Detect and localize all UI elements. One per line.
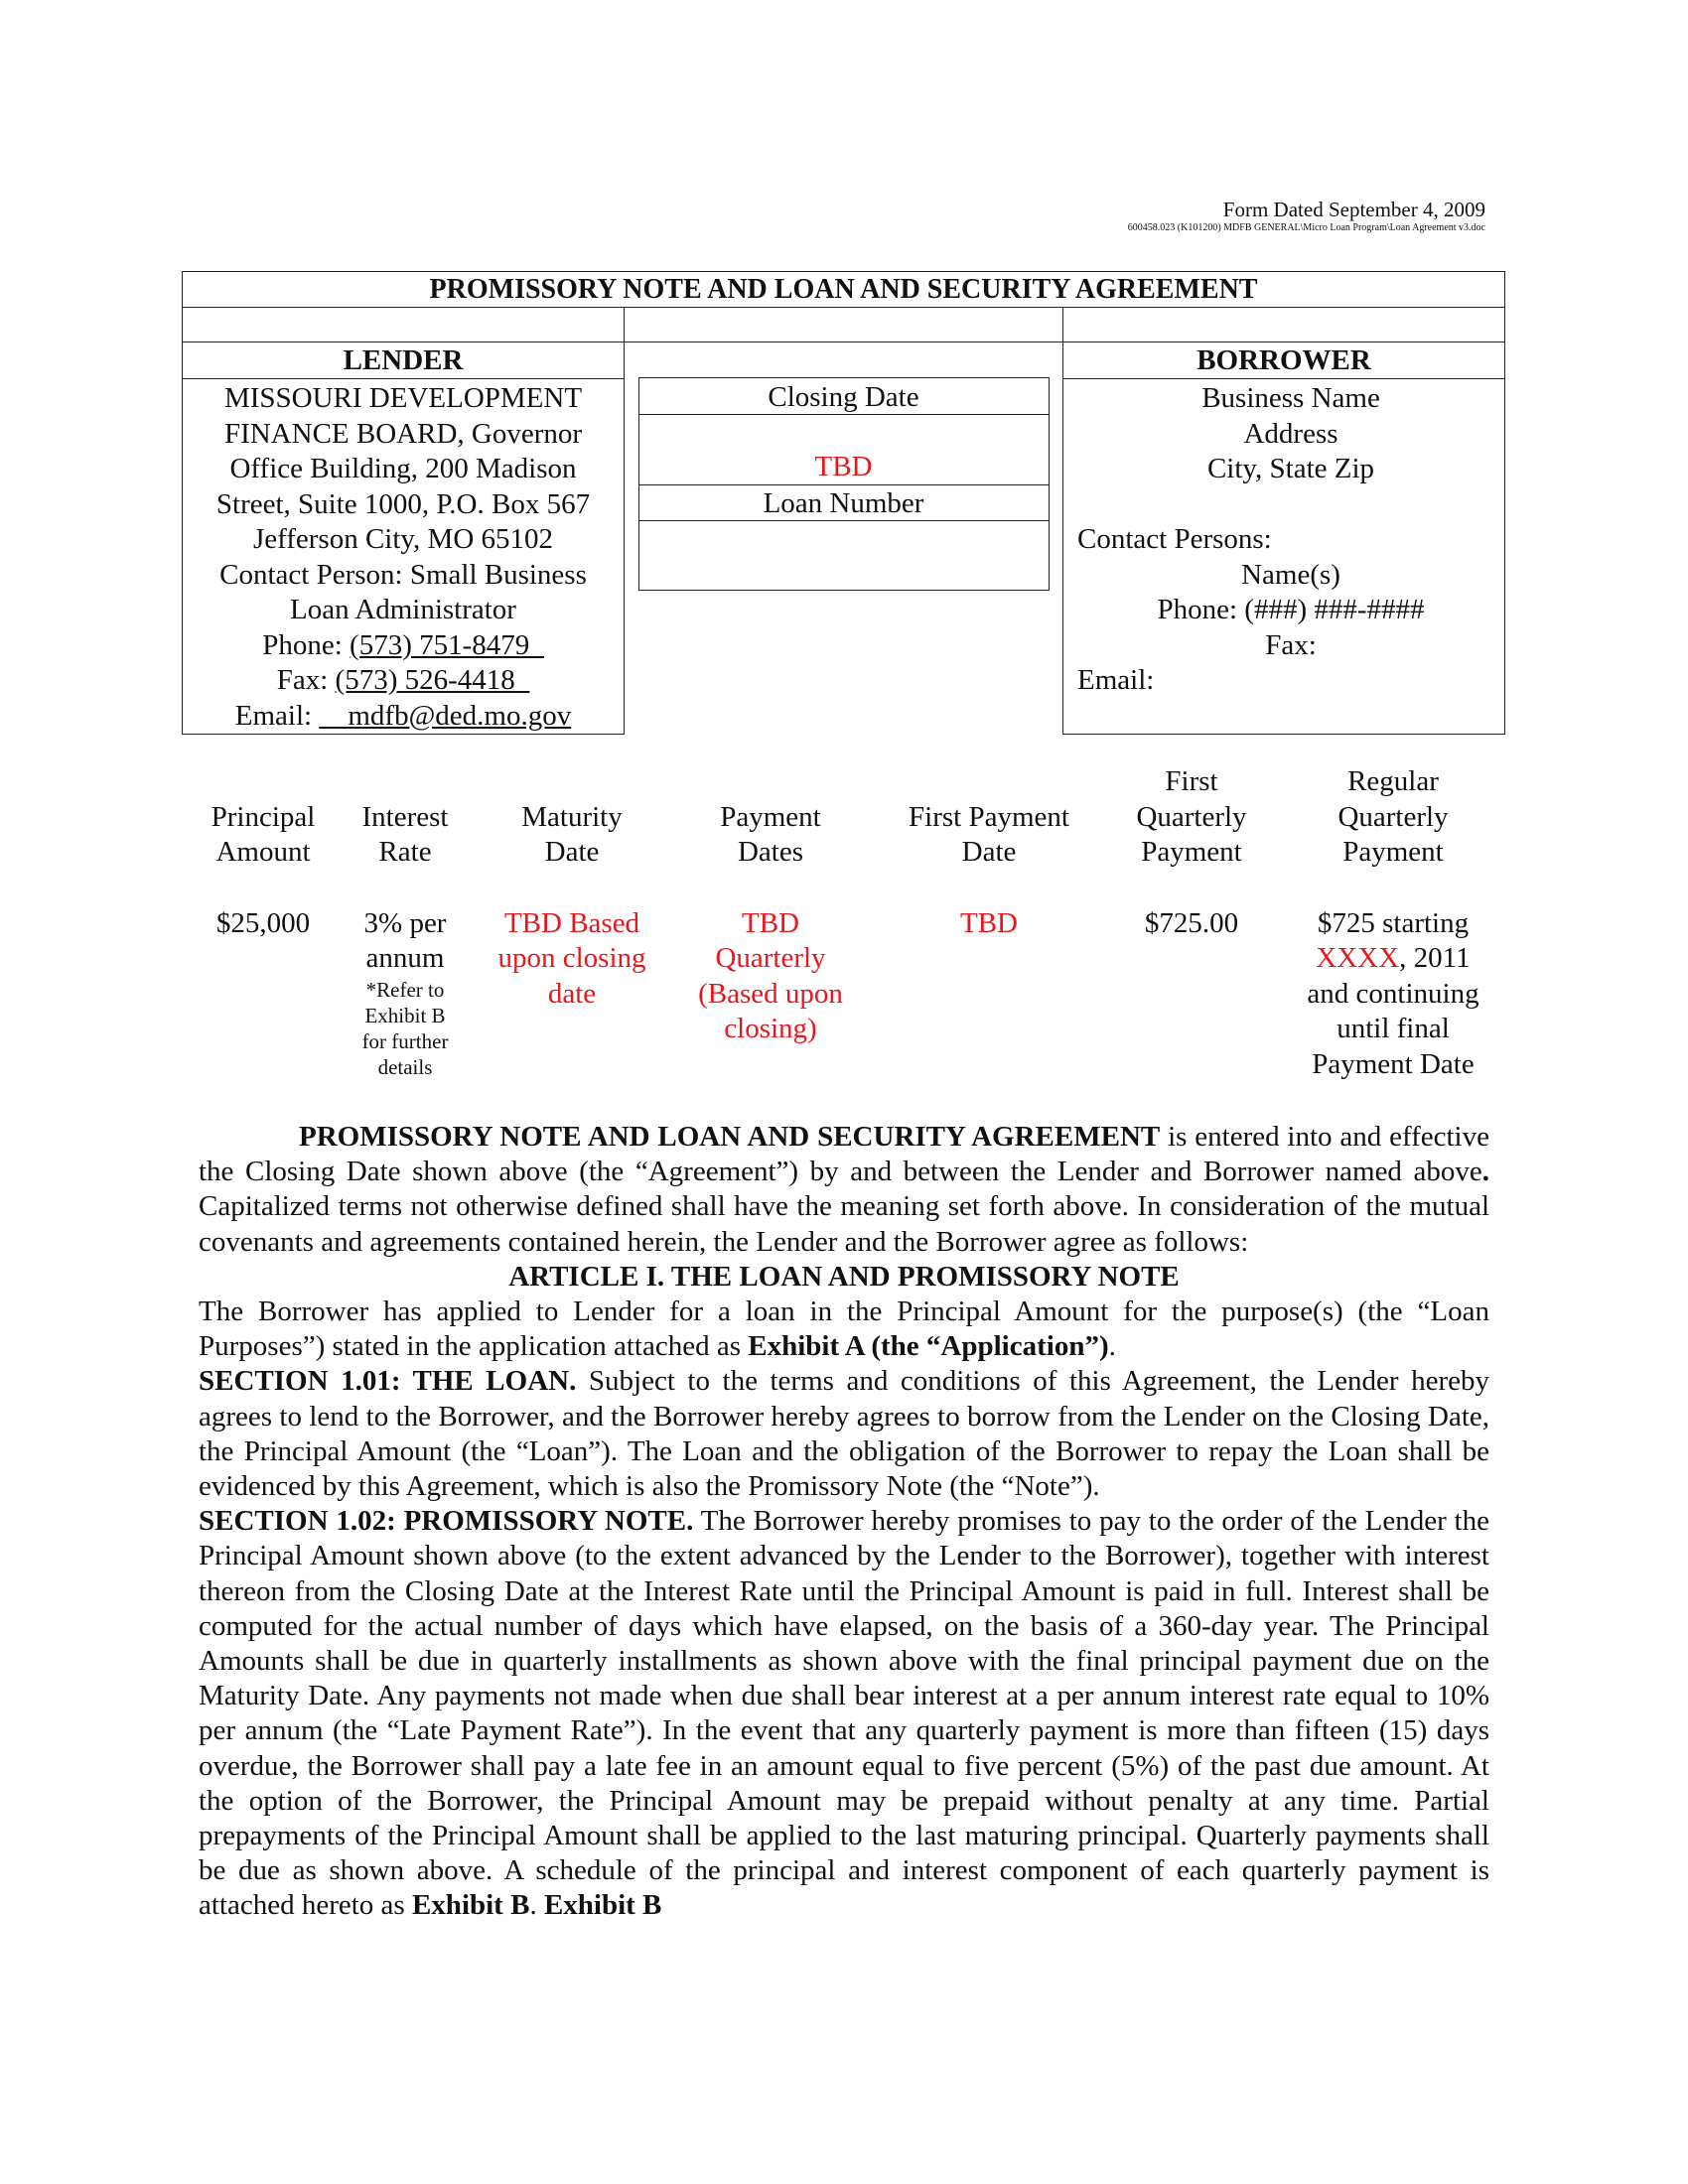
col-header-maturity: Maturity Date xyxy=(521,800,623,868)
borrower-fax: Fax: xyxy=(1265,628,1317,661)
intro-paragraph: PROMISSORY NOTE AND LOAN AND SECURITY AGREEMENT is entered into and effective the Closing Date shown above (the “Agreement”) by and between the Lender and Borrower named above. Capitalized terms not otherwise defined shall have the meaning set forth above. In consideration of the mutual covenants and agreements contained herein, the Lender and the Borrower agree as follows: xyxy=(199,1121,1489,1258)
interest-rate: 3% per annum xyxy=(363,906,447,974)
closing-date-value: TBD xyxy=(639,415,1049,485)
col-header-payment-dates: Payment Dates xyxy=(720,800,821,868)
loan-number-label: Loan Number xyxy=(639,485,1049,521)
first-payment-date: TBD xyxy=(960,906,1018,939)
first-quarterly-payment: $725.00 xyxy=(1144,906,1239,939)
borrower-names: Name(s) xyxy=(1241,558,1340,591)
lender-phone-number: (573) 751-8479_ xyxy=(350,628,544,661)
section-1-01: SECTION 1.01: THE LOAN. Subject to the terms and conditions of this Agreement, the Lender hereby agrees to lend to the Borrower, and the Borrower hereby agrees to borrow from the Lender on the Closing Date, the Principal Amount (the “Loan”). The Loan and the obligation of the Borrower to repay the Loan shall be evidenced by this Agreement, which is also the Promissory Note (the “Note”). xyxy=(199,1365,1489,1503)
borrower-city-state-zip: City, State Zip xyxy=(1206,453,1375,484)
col-header-first-payment-date: First Payment Date xyxy=(909,800,1069,868)
payment-dates: TBD Quarterly (Based upon closing) xyxy=(698,906,843,1044)
col-header-first-quarterly: First Quarterly Payment xyxy=(1136,765,1247,868)
maturity-date: TBD Based upon closing date xyxy=(497,906,646,1010)
lender-email: Email: __mdfb@ded.mo.gov xyxy=(234,699,572,732)
regular-quarterly-payment: $725 starting XXXX, 2011 and continuing until final Payment Date xyxy=(1307,906,1479,1080)
lender-info xyxy=(183,379,624,734)
closing-date-label: Closing Date xyxy=(639,378,1049,415)
agreement-header-table xyxy=(182,271,1505,735)
lender-fax-number: (573) 526-4418_ xyxy=(335,664,530,696)
lender-line: Street, Suite 1000, P.O. Box 567 xyxy=(215,487,591,520)
col-header-regular-quarterly: Regular Quarterly Payment xyxy=(1337,765,1449,868)
lender-line: Office Building, 200 Madison xyxy=(229,453,577,484)
lender-line: Jefferson City, MO 65102 xyxy=(252,523,554,555)
article-paragraph: The Borrower has applied to Lender for a loan in the Principal Amount for the purpose(s) (the “Loan Purposes”) stated in the application attached as Exhibit A (the “Application”). xyxy=(199,1296,1489,1363)
col-header-principal: Principal Amount xyxy=(211,800,316,868)
lender-line: Contact Person: Small Business xyxy=(219,558,587,591)
loan-terms-table xyxy=(195,764,1505,1082)
col-header-interest: Interest Rate xyxy=(361,800,449,868)
lender-phone: Phone: (573) 751-8479_ xyxy=(262,628,544,661)
lender-line: FINANCE BOARD, Governor xyxy=(223,417,583,450)
borrower-info xyxy=(1063,379,1504,699)
borrower-email: Email: xyxy=(1077,664,1155,696)
borrower-phone: Phone: (###) ###-#### xyxy=(1157,594,1425,625)
borrower-business-name: Business Name xyxy=(1201,382,1380,414)
article-heading: ARTICLE I. THE LOAN AND PROMISSORY NOTE xyxy=(508,1260,1180,1293)
file-path: 600458.023 (K101200) MDFB GENERAL\Micro Loan Program\Loan Agreement v3.doc xyxy=(1127,222,1485,233)
borrower-contact-label: Contact Persons: xyxy=(1077,523,1272,555)
lender-fax: Fax: (573) 526-4418_ xyxy=(276,664,530,696)
agreement-title: PROMISSORY NOTE AND LOAN AND SECURITY AGREEMENT xyxy=(183,272,1505,308)
lender-email-address: __mdfb@ded.mo.gov xyxy=(319,699,572,732)
lender-line: Loan Administrator xyxy=(290,594,516,625)
borrower-address: Address xyxy=(1243,417,1338,450)
principal-amount: $25,000 xyxy=(215,906,311,939)
borrower-label: BORROWER xyxy=(1063,342,1505,379)
interest-note: *Refer to Exhibit B for further details xyxy=(361,977,449,1079)
lender-label: LENDER xyxy=(183,342,625,379)
agreement-body xyxy=(199,1120,1489,1924)
closing-loan-box xyxy=(638,377,1050,591)
form-dated: Form Dated September 4, 2009 xyxy=(1222,198,1485,221)
loan-number-value xyxy=(639,521,1049,590)
section-1-02: SECTION 1.02: PROMISSORY NOTE. The Borrower hereby promises to pay to the order of the Lender the Principal Amount shown above (to the extent advanced by the Lender to the Borrower), together with interest thereon from the Closing Date at the Interest Rate until the Principal Amount is paid in full. Interest shall be computed for the actual number of days which have elapsed, on the basis of a 360-day year. The Principal Amounts shall be due in quarterly installments as shown above with the final principal payment due on the Maturity Date. Any payments not made when due shall bear interest at a per annum interest rate equal to 10% per annum (the “Late Payment Rate”). In the event that any quarterly payment is more than fifteen (15) days overdue, the Borrower shall pay a late fee in an amount equal to five percent (5%) of the past due amount. At the option of the Borrower, the Principal Amount may be prepaid without penalty at any time. Partial prepayments of the Principal Amount shall be applied to the last maturing principal. Quarterly payments shall be due as shown above. A schedule of the principal and interest component of each quarterly payment is attached hereto as Exhibit B. Exhibit B xyxy=(199,1505,1489,1922)
lender-line: MISSOURI DEVELOPMENT xyxy=(223,382,583,414)
